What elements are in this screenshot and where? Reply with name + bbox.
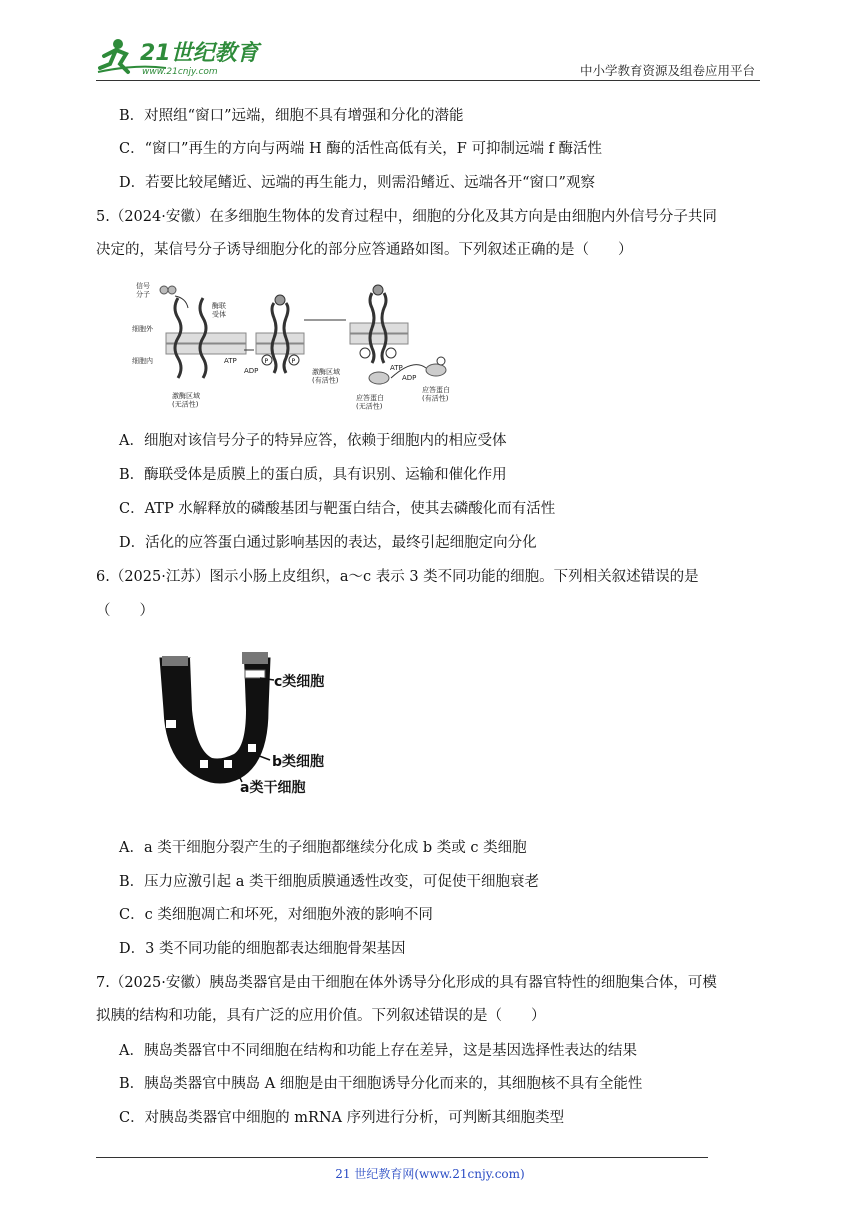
logo-url: www.21cnjy.com xyxy=(142,67,218,77)
label-adp-2: ADP xyxy=(402,374,417,382)
villus-shape xyxy=(160,652,270,783)
header-divider xyxy=(96,80,760,81)
p-label-1: P xyxy=(264,358,269,365)
q6-option-c: C．c 类细胞凋亡和坏死，对细胞外液的影响不同 xyxy=(119,907,433,923)
footer-link[interactable]: 21 世纪教育网(www.21cnjy.com) xyxy=(335,1167,525,1181)
q5-option-c: C．ATP 水解释放的磷酸基团与靶蛋白结合，使其去磷酸化而有活性 xyxy=(119,501,556,517)
q7-stem-line1: 7.（2025·安徽）胰岛类器官是由干细胞在体外诱导分化形成的具有器官特性的细胞集合体，可模 xyxy=(96,975,717,991)
logo-text: 21世纪教育 xyxy=(140,41,259,66)
footer-divider xyxy=(96,1157,708,1158)
q7-option-c: C．对胰岛类器官中细胞的 mRNA 序列进行分析，可判断其细胞类型 xyxy=(119,1110,565,1126)
q6-option-a: A．a 类干细胞分裂产生的子细胞都继续分化成 b 类或 c 类细胞 xyxy=(119,840,527,856)
site-logo xyxy=(96,34,266,78)
signal-molecule xyxy=(160,286,176,294)
prev-option-c: C．“窗口”再生的方向与两端 H 酶的活性高低有关，F 可抑制远端 f 酶活性 xyxy=(119,141,603,157)
q5-stem-line1: 5.（2024·安徽）在多细胞生物体的发育过程中，细胞的分化及其方向是由细胞内外信号分子共同 xyxy=(96,209,717,225)
label-atp-2: ATP xyxy=(390,364,403,372)
platform-text: 中小学教育资源及组卷应用平台 xyxy=(579,63,755,78)
q6-intestine-villus-figure xyxy=(150,650,350,800)
q6-stem-line2: （ ） xyxy=(96,603,154,619)
response-protein-inactive xyxy=(369,372,389,384)
q7-stem-line2: 拟胰的结构和功能，具有广泛的应用价值。下列叙述错误的是（ ） xyxy=(96,1008,546,1024)
q5-signal-pathway-figure xyxy=(128,278,468,418)
label-adp-1: ADP xyxy=(244,367,259,375)
prev-option-b: B．对照组“窗口”远端，细胞不具有增强和分化的潜能 xyxy=(119,108,464,124)
label-kinase-active: 激酶区域(有活性) xyxy=(312,368,340,385)
q5-option-a: A．细胞对该信号分子的特异应答，依赖于细胞内的相应受体 xyxy=(119,433,507,449)
label-signal: 信号分子 xyxy=(136,282,150,299)
label-a-cell: a类干细胞 xyxy=(240,780,306,796)
label-response-active: 应答蛋白(有活性) xyxy=(422,386,450,403)
label-outside: 细胞外 xyxy=(132,325,153,333)
q5-stem-line2: 决定的，某信号分子诱导细胞分化的部分应答通路如图。下列叙述正确的是（ ） xyxy=(96,242,633,258)
label-inside: 细胞内 xyxy=(132,357,153,365)
membrane-right xyxy=(350,323,408,344)
q7-option-a: A．胰岛类器官中不同细胞在结构和功能上存在差异，这是基因选择性表达的结果 xyxy=(119,1043,637,1059)
prev-option-d: D．若要比较尾鳍近、远端的再生能力，则需沿鳍近、远端各开“窗口”观察 xyxy=(119,175,595,191)
q6-option-d: D．3 类不同功能的细胞都表达细胞骨架基因 xyxy=(119,941,406,957)
label-c-cell: c类细胞 xyxy=(274,674,325,690)
label-atp-1: ATP xyxy=(224,357,237,365)
q6-option-b: B．压力应激引起 a 类干细胞质膜通透性改变，可促使干细胞衰老 xyxy=(119,874,540,890)
label-enzyme-receptor: 酶联受体 xyxy=(212,302,226,319)
label-response-inactive: 应答蛋白(无活性) xyxy=(356,394,384,411)
q5-option-d: D．活化的应答蛋白通过影响基因的表达，最终引起细胞定向分化 xyxy=(119,535,537,551)
q6-stem-line1: 6.（2025·江苏）图示小肠上皮组织，a～c 表示 3 类不同功能的细胞。下列相关叙述错误的是 xyxy=(96,569,699,585)
p-label-2: P xyxy=(291,358,296,365)
response-protein-active xyxy=(426,364,446,376)
label-b-cell: b类细胞 xyxy=(272,754,325,770)
membrane-mid xyxy=(256,333,304,354)
label-kinase-inactive: 激酶区域(无活性) xyxy=(172,392,200,409)
q7-option-b: B．胰岛类器官中胰岛 A 细胞是由干细胞诱导分化而来的，其细胞核不具有全能性 xyxy=(119,1076,643,1092)
q5-option-b: B．酶联受体是质膜上的蛋白质，具有识别、运输和催化作用 xyxy=(119,467,507,483)
